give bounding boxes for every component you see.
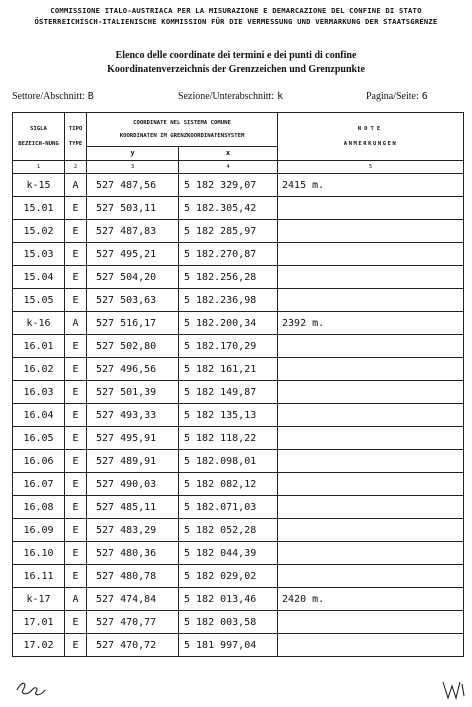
note-cell (278, 634, 464, 657)
type-cell: E (65, 427, 87, 450)
page-field (366, 91, 428, 102)
column-index-3: 3 (87, 161, 179, 174)
sigla-cell: 16.04 (13, 404, 65, 427)
notes-header-de: ANMERKUNGEN (343, 140, 398, 147)
sigla-cell: 15.04 (13, 266, 65, 289)
column-index-2: 2 (65, 161, 87, 174)
x-coordinate-cell: 5 182 149,87 (179, 381, 278, 404)
y-coordinate-cell: 527 490,03 (87, 473, 179, 496)
coordinates-table (12, 112, 464, 657)
x-coordinate-cell: 5 182.236,98 (179, 289, 278, 312)
signature-left (14, 678, 48, 702)
x-coordinate-cell: 5 182 161,21 (179, 358, 278, 381)
sigla-cell: 16.11 (13, 565, 65, 588)
sigla-cell: k-17 (13, 588, 65, 611)
table-row (13, 381, 464, 404)
sector-label: Settore/Abschnitt: (12, 91, 85, 102)
sigla-cell: 15.03 (13, 243, 65, 266)
table-row (13, 197, 464, 220)
sigla-header (13, 113, 65, 161)
x-coordinate-cell: 5 182 118,22 (179, 427, 278, 450)
type-cell: E (65, 542, 87, 565)
y-coordinate-cell: 527 496,56 (87, 358, 179, 381)
y-coordinate-cell: 527 489,91 (87, 450, 179, 473)
type-cell: E (65, 220, 87, 243)
type-cell: E (65, 289, 87, 312)
note-cell: 2392 m. (278, 312, 464, 335)
x-coordinate-cell: 5 181 997,04 (179, 634, 278, 657)
note-cell (278, 404, 464, 427)
type-cell: E (65, 450, 87, 473)
sigla-cell: k-16 (13, 312, 65, 335)
type-cell: E (65, 565, 87, 588)
notes-header-it: NOTE (357, 126, 384, 133)
sigla-cell: 16.01 (13, 335, 65, 358)
type-cell: E (65, 611, 87, 634)
table-body (13, 174, 464, 657)
x-coordinate-cell: 5 182.098,01 (179, 450, 278, 473)
note-cell (278, 381, 464, 404)
sigla-cell: k-15 (13, 174, 65, 197)
x-coordinate-cell: 5 182 285,97 (179, 220, 278, 243)
y-coordinate-cell: 527 470,72 (87, 634, 179, 657)
document-title-italian: Elenco delle coordinate dei termini e dei punti di confine (115, 50, 357, 61)
column-index-1: 1 (13, 161, 65, 174)
sigla-cell: 16.03 (13, 381, 65, 404)
sigla-header-it: SIGLA (30, 126, 47, 133)
tipo-header-it: TIPO (68, 126, 83, 133)
table-row (13, 335, 464, 358)
sigla-cell: 16.08 (13, 496, 65, 519)
y-coordinate-cell: 527 495,21 (87, 243, 179, 266)
type-cell: A (65, 312, 87, 335)
tipo-header-de: TYPE (68, 140, 83, 147)
x-coordinate-cell: 5 182 082,12 (179, 473, 278, 496)
type-cell: A (65, 588, 87, 611)
x-coordinate-cell: 5 182 052,28 (179, 519, 278, 542)
note-cell (278, 496, 464, 519)
x-coordinate-cell: 5 182.305,42 (179, 197, 278, 220)
note-cell (278, 611, 464, 634)
commission-title-italian: COMMISSIONE ITALO-AUSTRIACA PER LA MISURAZIONE E DEMARCAZIONE DEL CONFINE DI STATO (50, 6, 422, 15)
note-cell: 2415 m. (278, 174, 464, 197)
signature-right (440, 678, 470, 704)
table-row (13, 473, 464, 496)
note-cell (278, 358, 464, 381)
document-title-german: Koordinatenverzeichnis der Grenzzeichen und Grenzpunkte (107, 64, 365, 75)
table-row (13, 174, 464, 197)
note-cell (278, 266, 464, 289)
note-cell (278, 542, 464, 565)
type-cell: E (65, 243, 87, 266)
x-coordinate-cell: 5 182.270,87 (179, 243, 278, 266)
y-coordinate-cell: 527 495,91 (87, 427, 179, 450)
sigla-cell: 16.09 (13, 519, 65, 542)
coordinates-header-it: COORDINATE NEL SISTEMA COMUNE (133, 120, 231, 127)
note-cell (278, 243, 464, 266)
type-cell: E (65, 266, 87, 289)
subsection-value: k (277, 91, 284, 102)
x-coordinate-cell: 5 182 003,58 (179, 611, 278, 634)
commission-title-german: ÖSTERREICHISCH-ITALIENISCHE KOMMISSION FÜR DIE VERMESSUNG UND VERMARKUNG DER STAATSGRENZE (34, 17, 438, 26)
coordinates-header (87, 113, 278, 147)
page-value: 6 (421, 91, 428, 102)
sigla-cell: 16.06 (13, 450, 65, 473)
table-row (13, 289, 464, 312)
x-coordinate-cell: 5 182 329,07 (179, 174, 278, 197)
sigla-header-de: BEZEICH-NUNG (18, 140, 59, 147)
y-coordinate-cell: 527 487,83 (87, 220, 179, 243)
sigla-cell: 15.05 (13, 289, 65, 312)
table-row (13, 427, 464, 450)
column-index-4: 4 (179, 161, 278, 174)
y-coordinate-cell: 527 485,11 (87, 496, 179, 519)
x-coordinate-cell: 5 182 029,02 (179, 565, 278, 588)
note-cell (278, 450, 464, 473)
y-coordinate-cell: 527 503,11 (87, 197, 179, 220)
x-coordinate-cell: 5 182.071,03 (179, 496, 278, 519)
table-row (13, 312, 464, 335)
note-cell (278, 473, 464, 496)
note-cell (278, 565, 464, 588)
x-coordinate-cell: 5 182.170,29 (179, 335, 278, 358)
type-cell: E (65, 197, 87, 220)
x-coordinate-cell: 5 182.256,28 (179, 266, 278, 289)
x-coordinate-cell: 5 182 135,13 (179, 404, 278, 427)
sector-field (12, 91, 94, 102)
y-coordinate-cell: 527 503,63 (87, 289, 179, 312)
table-row (13, 588, 464, 611)
note-cell (278, 335, 464, 358)
table-row (13, 266, 464, 289)
sigla-cell: 15.02 (13, 220, 65, 243)
y-coordinate-cell: 527 502,80 (87, 335, 179, 358)
type-cell: E (65, 634, 87, 657)
sigla-cell: 17.01 (13, 611, 65, 634)
page-label: Pagina/Seite: (366, 91, 419, 102)
y-coordinate-cell: 527 501,39 (87, 381, 179, 404)
table-row (13, 358, 464, 381)
x-coordinate-cell: 5 182 044,39 (179, 542, 278, 565)
sigla-cell: 16.02 (13, 358, 65, 381)
coordinates-header-de: KOORDINATEN IM GRENZKOORDINATENSYSTEM (119, 132, 245, 139)
table-row (13, 565, 464, 588)
note-cell: 2420 m. (278, 588, 464, 611)
y-coordinate-cell: 527 487,56 (87, 174, 179, 197)
sector-value: B (87, 91, 94, 102)
type-cell: E (65, 496, 87, 519)
y-coordinate-cell: 527 504,20 (87, 266, 179, 289)
table-row (13, 404, 464, 427)
sigla-cell: 16.05 (13, 427, 65, 450)
notes-header (278, 113, 464, 161)
y-coordinate-cell: 527 493,33 (87, 404, 179, 427)
y-coordinate-cell: 527 483,29 (87, 519, 179, 542)
y-header: y (87, 147, 179, 161)
note-cell (278, 220, 464, 243)
y-coordinate-cell: 527 474,84 (87, 588, 179, 611)
type-cell: A (65, 174, 87, 197)
note-cell (278, 197, 464, 220)
type-cell: E (65, 519, 87, 542)
table-row (13, 243, 464, 266)
table-row (13, 519, 464, 542)
type-cell: E (65, 473, 87, 496)
sigla-cell: 15.01 (13, 197, 65, 220)
sigla-cell: 16.07 (13, 473, 65, 496)
table-row (13, 450, 464, 473)
sigla-cell: 17.02 (13, 634, 65, 657)
note-cell (278, 289, 464, 312)
table-row (13, 542, 464, 565)
x-coordinate-cell: 5 182 013,46 (179, 588, 278, 611)
subsection-label: Sezione/Unterabschnitt: (178, 91, 275, 102)
table-row (13, 220, 464, 243)
table-row (13, 634, 464, 657)
y-coordinate-cell: 527 480,36 (87, 542, 179, 565)
type-cell: E (65, 358, 87, 381)
x-header: x (179, 147, 278, 161)
x-coordinate-cell: 5 182.200,34 (179, 312, 278, 335)
type-cell: E (65, 404, 87, 427)
tipo-header (65, 113, 87, 161)
table-row (13, 611, 464, 634)
y-coordinate-cell: 527 470,77 (87, 611, 179, 634)
type-cell: E (65, 381, 87, 404)
type-cell: E (65, 335, 87, 358)
table-row (13, 496, 464, 519)
note-cell (278, 519, 464, 542)
y-coordinate-cell: 527 516,17 (87, 312, 179, 335)
note-cell (278, 427, 464, 450)
y-coordinate-cell: 527 480,78 (87, 565, 179, 588)
sigla-cell: 16.10 (13, 542, 65, 565)
column-index-5: 5 (278, 161, 464, 174)
subsection-field (178, 91, 283, 102)
